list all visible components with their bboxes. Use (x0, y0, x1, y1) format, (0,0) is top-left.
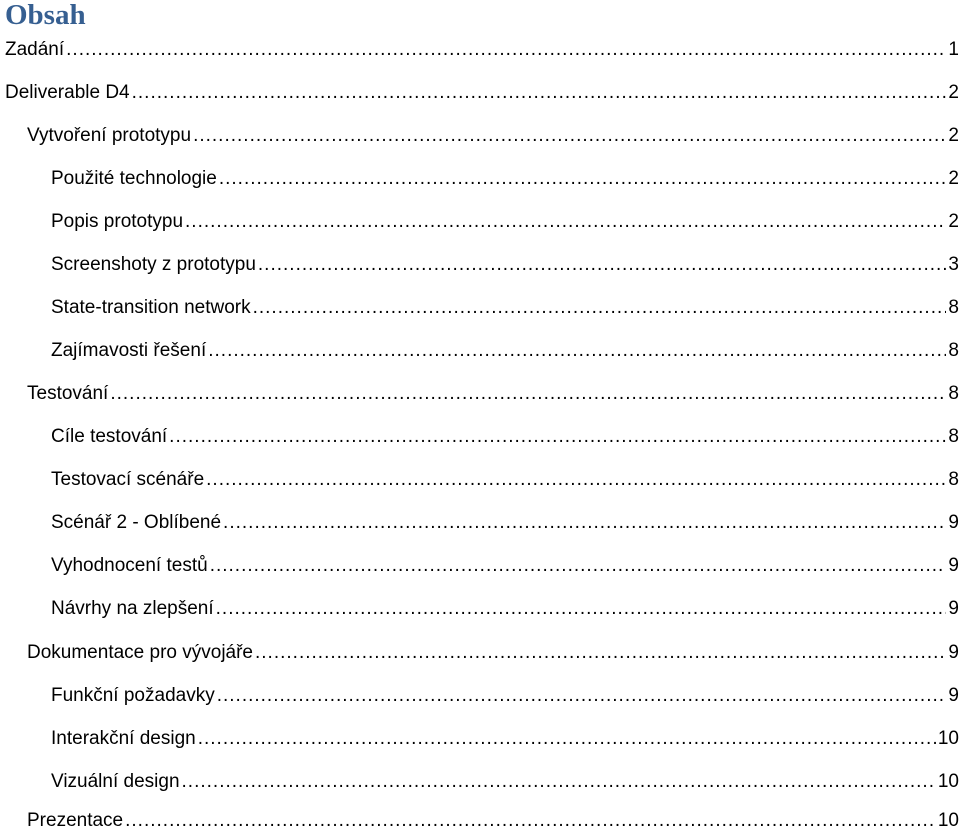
toc-entry-label: Dokumentace pro vývojáře (27, 642, 253, 663)
toc-dot-leader (110, 381, 946, 407)
toc-page-number: 2 (948, 211, 959, 232)
toc-entry-label: Prezentace (27, 810, 124, 831)
toc-entry-screenshoty[interactable] (51, 252, 959, 278)
toc-page-number: 8 (948, 340, 959, 361)
toc-entry-vytvoreni-prototypu[interactable] (27, 123, 959, 149)
toc-entry-state-transition-network[interactable] (51, 295, 959, 321)
toc-page-number: 2 (948, 125, 959, 146)
toc-page-number: 3 (948, 254, 959, 275)
toc-dot-leader (66, 37, 946, 63)
toc-entry-label: Vytvoření prototypu (27, 125, 192, 146)
toc-entry-dokumentace-pro-vyvojare[interactable] (27, 640, 959, 666)
toc-entry-label: State-transition network (51, 297, 251, 318)
toc-entry-label: Interakční design (51, 728, 196, 749)
toc-dot-leader (182, 769, 936, 795)
toc-entry-deliverable-d4[interactable] (5, 80, 959, 106)
toc-entry-cile-testovani[interactable] (51, 424, 959, 450)
toc-page-number: 9 (948, 512, 959, 533)
toc-dot-leader (253, 295, 947, 321)
toc-page-number: 10 (937, 810, 959, 831)
toc-entry-label: Zadání (5, 39, 65, 60)
toc-entry-label: Použité technologie (51, 168, 217, 189)
toc-entry-interakcni-design[interactable] (51, 726, 959, 752)
toc-page-number: 8 (948, 297, 959, 318)
toc-title: Obsah (5, 0, 86, 31)
toc-dot-leader (219, 166, 947, 192)
toc-page-number: 8 (948, 383, 959, 404)
toc-page-number: 9 (948, 642, 959, 663)
toc-dot-leader (193, 123, 946, 149)
toc-page-number: 9 (948, 685, 959, 706)
toc-entry-testovani[interactable] (27, 381, 959, 407)
toc-entry-label: Návrhy na zlepšení (51, 598, 214, 619)
toc-entry-label: Funkční požadavky (51, 685, 215, 706)
toc-page-number: 2 (948, 168, 959, 189)
toc-dot-leader (132, 80, 947, 106)
toc-entry-label: Vyhodnocení testů (51, 555, 208, 576)
toc-dot-leader (169, 424, 946, 450)
toc-entry-label: Scénář 2 - Oblíbené (51, 512, 222, 533)
toc-entry-pouzite-technologie[interactable] (51, 166, 959, 192)
toc-entry-label: Screenshoty z prototypu (51, 254, 256, 275)
toc-dot-leader (208, 338, 946, 364)
toc-dot-leader (185, 209, 946, 235)
toc-page-number: 10 (937, 728, 959, 749)
toc-dot-leader (217, 683, 947, 709)
toc-entry-scenar-2-oblibene[interactable] (51, 510, 959, 536)
toc-page-number: 2 (948, 82, 959, 103)
toc-entry-label: Cíle testování (51, 426, 168, 447)
toc-dot-leader (216, 596, 947, 622)
toc-page-number: 10 (937, 771, 959, 792)
toc-page-number: 9 (948, 598, 959, 619)
toc-dot-leader (125, 808, 936, 834)
toc-page-number: 8 (948, 426, 959, 447)
toc-entry-label: Deliverable D4 (5, 82, 130, 103)
toc-entry-testovaci-scenare[interactable] (51, 467, 959, 493)
toc-page-number: 8 (948, 469, 959, 490)
toc-entry-label: Vizuální design (51, 771, 180, 792)
toc-entry-funkcni-pozadavky[interactable] (51, 683, 959, 709)
toc-entry-prezentace[interactable] (27, 808, 959, 834)
toc-dot-leader (206, 467, 946, 493)
toc-entry-vyhodnoceni-testu[interactable] (51, 553, 959, 579)
toc-entry-label: Testování (27, 383, 109, 404)
toc-dot-leader (255, 640, 946, 666)
toc-entry-popis-prototypu[interactable] (51, 209, 959, 235)
toc-entry-label: Popis prototypu (51, 211, 184, 232)
toc-entry-label: Testovací scénáře (51, 469, 205, 490)
toc-entry-vizualni-design[interactable] (51, 769, 959, 795)
toc-entry-zajimavosti-reseni[interactable] (51, 338, 959, 364)
toc-dot-leader (198, 726, 936, 752)
toc-entry-label: Zajímavosti řešení (51, 340, 207, 361)
toc-dot-leader (258, 252, 947, 278)
toc-dot-leader (223, 510, 946, 536)
toc-page-number: 9 (948, 555, 959, 576)
toc-entry-zadani[interactable] (5, 37, 959, 63)
toc-entry-navrhy-na-zlepseni[interactable] (51, 596, 959, 622)
toc-page-number: 1 (948, 39, 959, 60)
toc-dot-leader (210, 553, 947, 579)
